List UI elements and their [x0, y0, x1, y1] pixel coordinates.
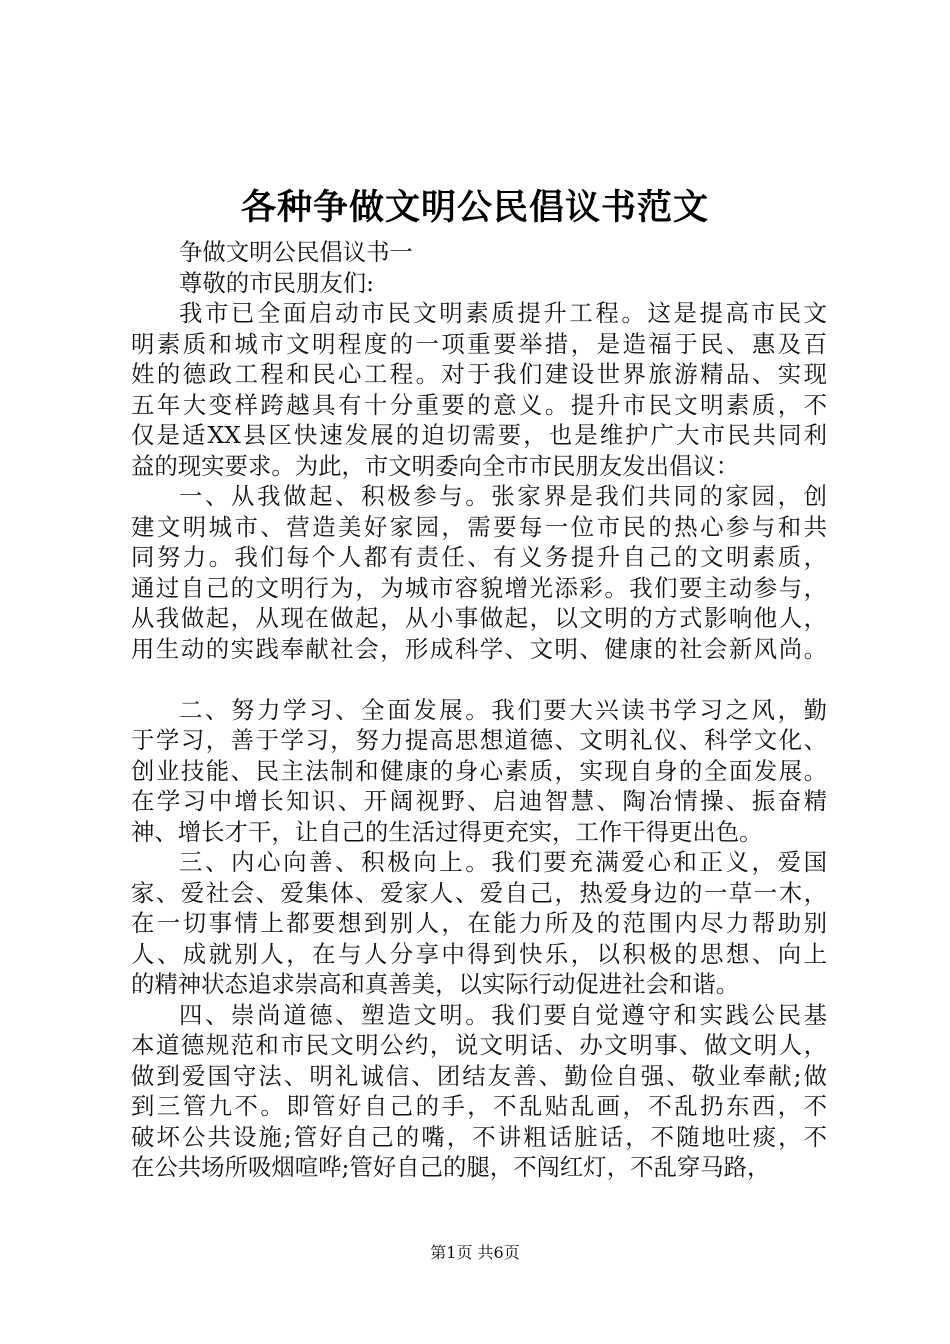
body-line: 在学习中增长知识、开阔视野、启迪智慧、陶冶情操、振奋精 — [131, 787, 827, 815]
body-line: 争做文明公民倡议书一 — [179, 238, 413, 266]
body-line: 神、增长才干，让自己的生活过得更充实，工作干得更出色。 — [131, 817, 763, 846]
document-title: 各种争做文明公民倡议书范文 — [240, 188, 709, 228]
blank-line — [131, 664, 827, 695]
body-line: 姓的德政工程和民心工程。对于我们建设世界旅游精品、实现 — [131, 360, 827, 388]
body-line: 一、从我做起、积极参与。张家界是我们共同的家园，创 — [179, 482, 827, 510]
body-line: 建文明城市、营造美好家园，需要每一位市民的热心参与和共 — [131, 512, 827, 541]
body-line: 我市已全面启动市民文明素质提升工程。这是提高市民文 — [179, 299, 827, 327]
body-line: 的精神状态追求崇高和真善美，以实际行动促进社会和谐。 — [131, 970, 740, 998]
body-line: 四、崇尚道德、塑造文明。我们要自觉遵守和实践公民基 — [179, 1000, 827, 1029]
body-line: 明素质和城市文明程度的一项重要举措，是造福于民、惠及百 — [131, 329, 827, 358]
page-footer: 第1页 共6页 — [430, 1243, 520, 1262]
body-line: 破坏公共设施;管好自己的嘴，不讲粗话脏话，不随地吐痰，不 — [131, 1122, 827, 1151]
body-line: 到三管九不。即管好自己的手，不乱贴乱画，不乱扔东西，不 — [131, 1092, 827, 1120]
body-line: 用生动的实践奉献社会，形成科学、文明、健康的社会新风尚。 — [131, 634, 827, 663]
body-line: 家、爱社会、爱集体、爱家人、爱自己，热爱身边的一草一木， — [131, 878, 827, 907]
body-line: 在一切事情上都要想到别人，在能力所及的范围内尽力帮助别 — [131, 909, 827, 937]
body-line: 五年大变样跨越具有十分重要的意义。提升市民文明素质，不 — [131, 390, 827, 419]
body-line: 于学习，善于学习，努力提高思想道德、文明礼仪、科学文化、 — [131, 726, 827, 754]
body-line: 做到爱国守法、明礼诚信、团结友善、勤俭自强、敬业奉献;做 — [131, 1061, 827, 1090]
body-line: 仅是适XX县区快速发展的迫切需要，也是维护广大市民共同利 — [131, 421, 827, 449]
body-line: 创业技能、民主法制和健康的身心素质，实现自身的全面发展。 — [131, 756, 827, 785]
body-line: 同努力。我们每个人都有责任、有义务提升自己的文明素质， — [131, 543, 827, 571]
body-line: 二、努力学习、全面发展。我们要大兴读书学习之风，勤 — [179, 695, 827, 724]
body-line: 益的现实要求。为此，市文明委向全市市民朋友发出倡议： — [131, 451, 740, 480]
body-line: 三、内心向善、积极向上。我们要充满爱心和正义，爱国 — [179, 848, 827, 876]
document-body — [131, 237, 827, 1183]
body-line: 人、成就别人，在与人分享中得到快乐，以积极的思想、向上 — [131, 939, 827, 968]
body-line: 通过自己的文明行为，为城市容貌增光添彩。我们要主动参与， — [131, 573, 827, 602]
body-line: 本道德规范和市民文明公约，说文明话、办文明事、做文明人， — [131, 1031, 827, 1059]
body-line: 尊敬的市民朋友们: — [179, 268, 375, 297]
body-line: 在公共场所吸烟喧哗;管好自己的腿，不闯红灯，不乱穿马路， — [131, 1153, 771, 1181]
body-line: 从我做起，从现在做起，从小事做起，以文明的方式影响他人， — [131, 604, 827, 632]
